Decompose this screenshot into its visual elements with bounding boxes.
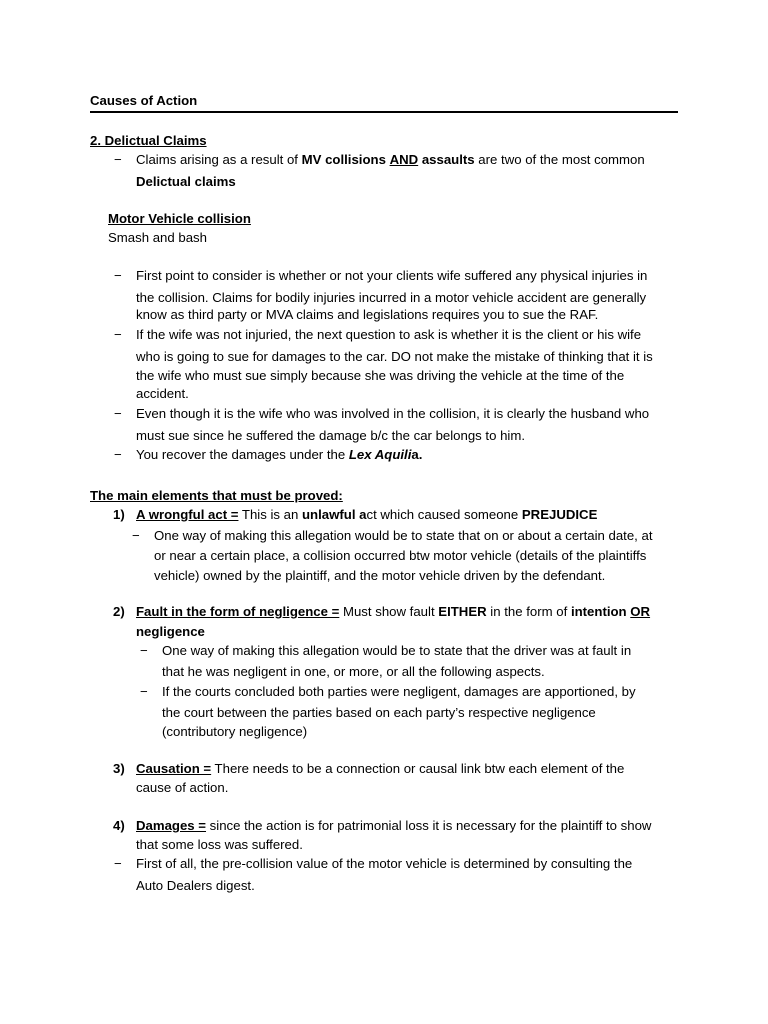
mvc-bullet2-line4: accident. xyxy=(136,386,189,401)
element2-sub2-line3: (contributory negligence) xyxy=(162,724,308,739)
element3-line2: cause of action. xyxy=(136,780,229,795)
element2-sub1-line2: that he was negligent in one, or more, or all the following aspects. xyxy=(162,664,545,679)
bullet-dash: − xyxy=(114,406,122,421)
delictual-text-line1: Claims arising as a result of MV collisions AND assaults are two of the most common xyxy=(136,152,645,167)
title-rule xyxy=(90,111,678,113)
mvc-bullet1-line1: First point to consider is whether or not your clients wife suffered any physical injuries in xyxy=(136,268,648,283)
section-heading-delictual: 2. Delictual Claims xyxy=(90,133,207,148)
bullet-dash: − xyxy=(114,152,122,167)
element3-line1: Causation = There needs to be a connection or causal link btw each element of the xyxy=(136,761,625,776)
bullet-dash: − xyxy=(114,268,122,283)
bullet-dash: − xyxy=(114,327,122,342)
bullet-dash: − xyxy=(114,447,122,462)
bullet-dash: − xyxy=(114,856,122,871)
element4-line1: Damages = since the action is for patrimonial loss it is necessary for the plaintiff to show xyxy=(136,818,652,833)
list-number: 2) xyxy=(113,604,125,619)
element2-sub2-line1: If the courts concluded both parties were negligent, damages are apportioned, by xyxy=(162,684,636,699)
element1-sub1-line1: One way of making this allegation would be to state that on or about a certain date, at xyxy=(154,528,653,543)
mvc-bullet2-line3: the wife who must sue simply because she was driving the vehicle at the time of the xyxy=(136,368,625,383)
element2-line2: negligence xyxy=(136,624,205,639)
page-title: Causes of Action xyxy=(90,93,198,108)
mvc-bullet2-line2: who is going to sue for damages to the car. DO not make the mistake of thinking that it is xyxy=(136,349,653,364)
section-heading-elements: The main elements that must be proved: xyxy=(90,488,343,503)
element4-sub1-line2: Auto Dealers digest. xyxy=(136,878,255,893)
mvc-bullet2-line1: If the wife was not injuried, the next question to ask is whether it is the client or his wife xyxy=(136,327,642,342)
element2-sub1-line1: One way of making this allegation would be to state that the driver was at fault in xyxy=(162,643,632,658)
subsection-subtitle: Smash and bash xyxy=(108,230,207,245)
mvc-bullet4-line1: You recover the damages under the Lex Aquilia. xyxy=(136,447,423,462)
delictual-text-line2: Delictual claims xyxy=(136,174,236,189)
list-number: 3) xyxy=(113,761,125,776)
element1-sub1-line3: vehicle) owned by the plaintiff, and the motor vehicle driven by the defendant. xyxy=(154,568,606,583)
bullet-dash: − xyxy=(132,528,140,543)
list-number: 4) xyxy=(113,818,125,833)
element4-line2: that some loss was suffered. xyxy=(136,837,303,852)
mvc-bullet1-line3: know as third party or MVA claims and legislations requires you to sue the RAF. xyxy=(136,307,599,322)
element2-line1: Fault in the form of negligence = Must show fault EITHER in the form of intention OR xyxy=(136,604,651,619)
bullet-dash: − xyxy=(140,684,148,699)
mvc-bullet3-line2: must sue since he suffered the damage b/c the car belongs to him. xyxy=(136,428,526,443)
element1-line1: A wrongful act = This is an unlawful act which caused someone PREJUDICE xyxy=(136,507,598,522)
element4-sub1-line1: First of all, the pre-collision value of the motor vehicle is determined by consulting the xyxy=(136,856,633,871)
subsection-heading-mvc: Motor Vehicle collision xyxy=(108,211,251,226)
element2-sub2-line2: the court between the parties based on each party’s respective negligence xyxy=(162,705,596,720)
element1-sub1-line2: or near a certain place, a collision occurred btw motor vehicle (details of the plaintiffs xyxy=(154,548,647,563)
mvc-bullet3-line1: Even though it is the wife who was involved in the collision, it is clearly the husband who xyxy=(136,406,650,421)
list-number: 1) xyxy=(113,507,125,522)
bullet-dash: − xyxy=(140,643,148,658)
mvc-bullet1-line2: the collision. Claims for bodily injuries incurred in a motor vehicle accident are generally xyxy=(136,290,647,305)
